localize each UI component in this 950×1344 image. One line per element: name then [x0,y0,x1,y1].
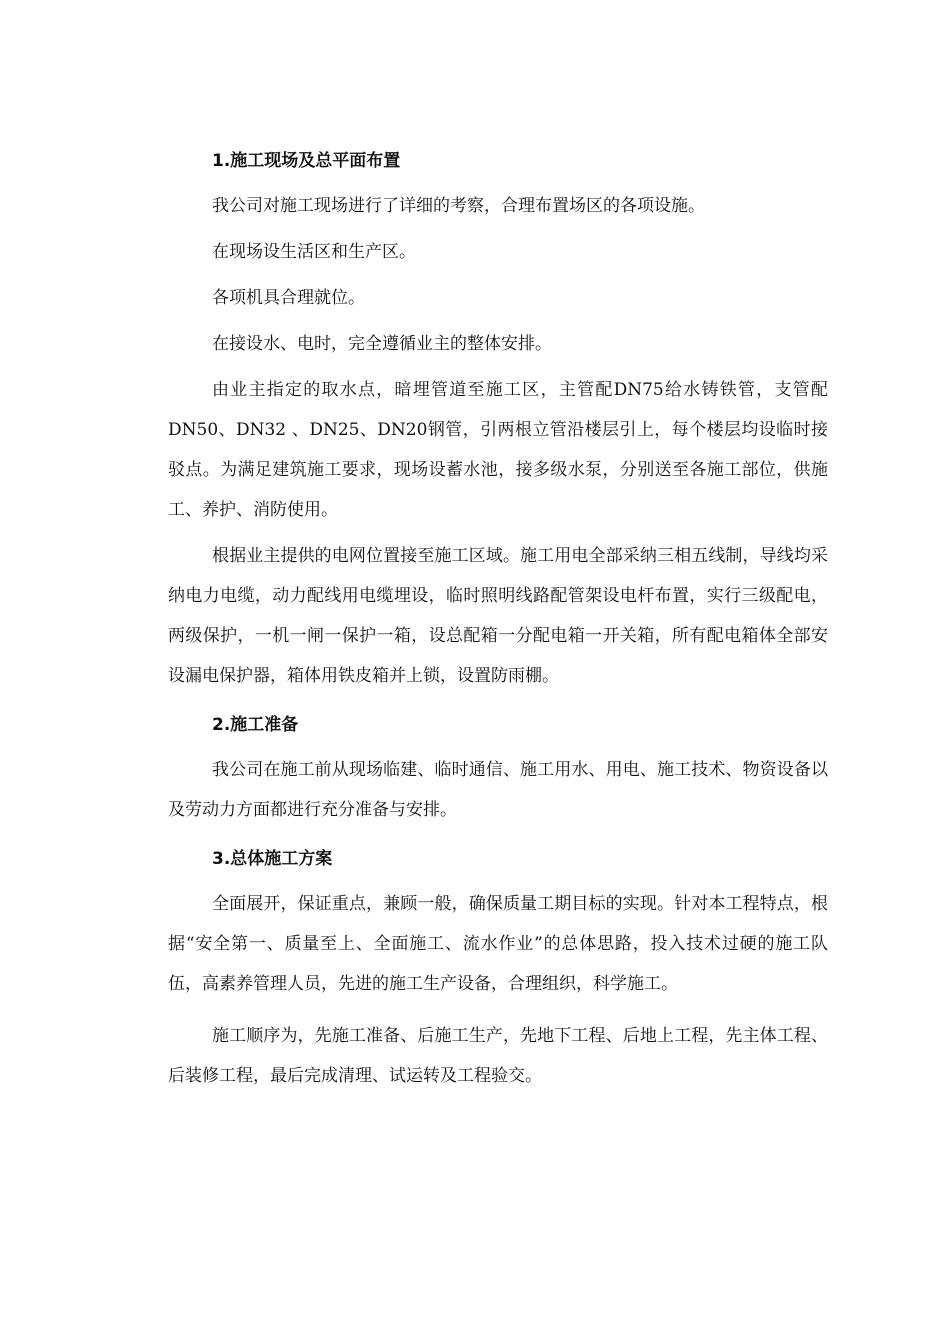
paragraph-construction-sequence: 施工顺序为，先施工准备、后施工生产，先地下工程、后地上工程，先主体工程、后装修工程，最后完成清理、试运转及工程验交。 [168,1026,828,1086]
section-heading-preparation: 2.施工准备 [212,715,299,735]
paragraph-water-supply: 由业主指定的取水点，暗埋管道至施工区，主管配DN75给水铸铁管，支管配DN50、DN32 、DN25、DN20钢管，引两根立管沿楼层引上，每个楼层均设临时接驳点。为满足建筑施工要求，现场设蓄水池，接多级水泵，分别送至各施工部位，供施工、养护、消防使用。 [168,380,828,520]
paragraph-living-production-zones: 在现场设生活区和生产区。 [212,242,416,262]
paragraph-preparation: 我公司在施工前从现场临建、临时通信、施工用水、用电、施工技术、物资设备以及劳动力方面都进行充分准备与安排。 [168,760,828,820]
paragraph-power-supply: 根据业主提供的电网位置接至施工区域。施工用电全部采纳三相五线制，导线均采纳电力电缆，动力配线用电缆埋设，临时照明线路配管架设电杆布置，实行三级配电，两级保护，一机一闸一保护一箱，设总配箱一分配电箱一开关箱，所有配电箱体全部安设漏电保护器，箱体用铁皮箱并上锁，设置防雨棚。 [168,546,828,686]
paragraph-overall-plan: 全面展开，保证重点，兼顾一般，确保质量工期目标的实现。针对本工程特点，根据“安全第一、质量至上、全面施工、流水作业”的总体思路，投入技术过硬的施工队伍，高素养管理人员，先进的施工生产设备，合理组织，科学施工。 [168,894,828,994]
section-heading-overall-plan: 3.总体施工方案 [212,849,333,869]
paragraph-site-survey: 我公司对施工现场进行了详细的考察，合理布置场区的各项设施。 [212,196,705,216]
document-page [168,142,828,1096]
paragraph-water-power-connection: 在接设水、电时，完全遵循业主的整体安排。 [212,334,552,354]
paragraph-equipment-placement: 各项机具合理就位。 [212,288,365,308]
section-heading-site-layout: 1.施工现场及总平面布置 [212,151,401,171]
